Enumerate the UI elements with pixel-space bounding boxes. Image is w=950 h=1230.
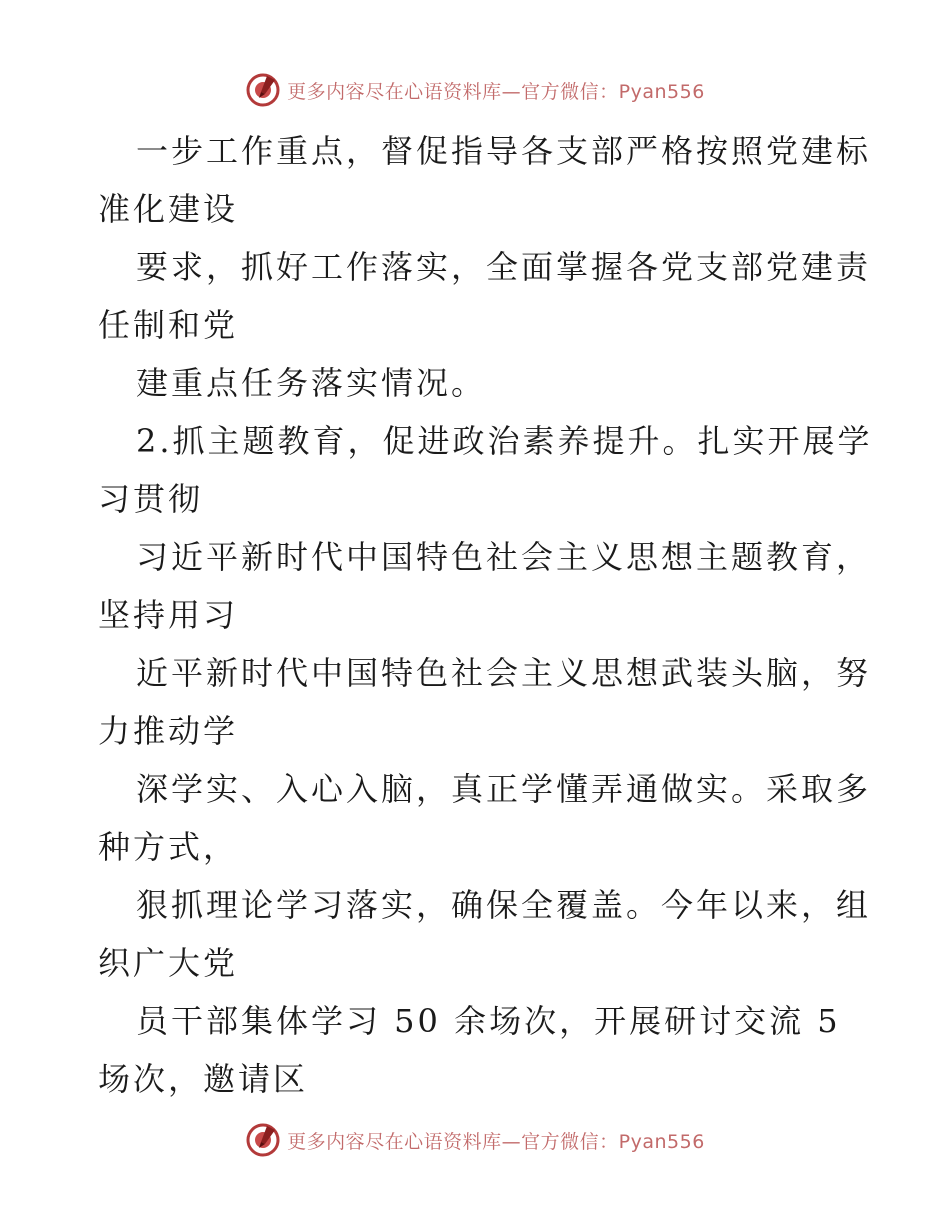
document-body bbox=[98, 122, 873, 1108]
text-line: 2.抓主题教育，促进政治素养提升。扎实开展学 bbox=[136, 422, 873, 460]
text-line: 坚持用习 bbox=[98, 596, 239, 634]
logo-icon bbox=[245, 1122, 281, 1158]
text-line: 深学实、入心入脑，真正学懂弄通做实。采取多 bbox=[136, 770, 872, 808]
footer-watermark bbox=[0, 1120, 950, 1160]
text-line: 建重点任务落实情况。 bbox=[136, 364, 487, 402]
watermark-group bbox=[245, 1122, 705, 1158]
watermark-group bbox=[245, 72, 705, 108]
watermark-text: 更多内容尽在心语资料库—官方微信：Pyan556 bbox=[287, 80, 705, 103]
text-line: 准化建设 bbox=[98, 190, 239, 228]
text-line: 员干部集体学习 50 余场次，开展研讨交流 5 bbox=[136, 1002, 841, 1040]
text-line: 种方式， bbox=[98, 828, 239, 866]
watermark-text: 更多内容尽在心语资料库—官方微信：Pyan556 bbox=[287, 1130, 705, 1153]
text-line: 习贯彻 bbox=[98, 480, 204, 518]
header-watermark bbox=[0, 70, 950, 110]
logo-icon bbox=[245, 72, 281, 108]
text-line: 要求，抓好工作落实，全面掌握各党支部党建责 bbox=[136, 248, 872, 286]
text-line: 近平新时代中国特色社会主义思想武装头脑，努 bbox=[136, 654, 872, 692]
text-line: 场次，邀请区 bbox=[98, 1060, 309, 1098]
text-line: 习近平新时代中国特色社会主义思想主题教育， bbox=[136, 538, 872, 576]
text-line: 狠抓理论学习落实，确保全覆盖。今年以来，组 bbox=[136, 886, 872, 924]
text-line: 一步工作重点，督促指导各支部严格按照党建标 bbox=[136, 132, 872, 170]
text-line: 织广大党 bbox=[98, 944, 239, 982]
text-line: 力推动学 bbox=[98, 712, 239, 750]
text-line: 任制和党 bbox=[98, 306, 239, 344]
